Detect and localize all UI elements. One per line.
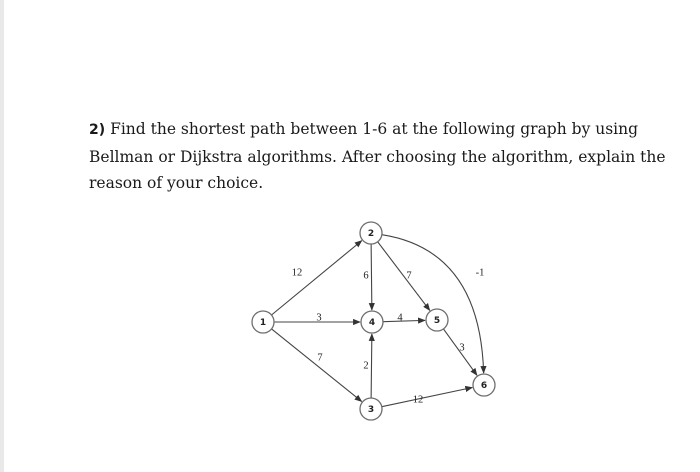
node-4 (361, 311, 383, 333)
edge-weight-3-4: 2 (363, 360, 369, 372)
edge-2-6 (382, 235, 484, 373)
node-5 (426, 309, 448, 331)
node-label: 5 (433, 316, 441, 326)
edge-2-4 (371, 244, 372, 310)
node-3 (360, 398, 382, 420)
edge-3-4 (371, 334, 372, 398)
question-body: Find the shortest path between 1-6 at the following graph by using Bellman or Dijkstra algorithms. After choosing the algorithm, explain the reason of your choice. (89, 120, 666, 192)
edge-weight-2-4: 6 (363, 270, 369, 282)
node-label: 3 (367, 405, 375, 415)
node-2 (360, 222, 382, 244)
edge-weight-5-6: 3 (459, 342, 465, 354)
node-1 (252, 311, 274, 333)
edge-weight-2-5: 7 (406, 270, 412, 282)
question-number: 2) (89, 122, 106, 138)
edge-weight-4-5: 4 (397, 312, 403, 324)
node-6 (473, 374, 495, 396)
edge-weight-1-2: 12 (291, 267, 303, 279)
edge-2-5 (378, 242, 430, 311)
edge-1-2 (271, 241, 361, 315)
edge-3-6 (382, 387, 473, 406)
edge-weight-2-6: -1 (475, 267, 485, 279)
edge-4-5 (383, 320, 425, 321)
edge-weight-3-6: 12 (412, 394, 424, 406)
node-label: 4 (368, 318, 376, 328)
node-label: 6 (480, 381, 488, 391)
edge-1-3 (272, 329, 362, 402)
edge-weight-1-3: 7 (317, 352, 323, 364)
edge-weight-1-4: 3 (316, 312, 322, 324)
node-label: 1 (259, 318, 267, 328)
node-label: 2 (367, 229, 375, 239)
